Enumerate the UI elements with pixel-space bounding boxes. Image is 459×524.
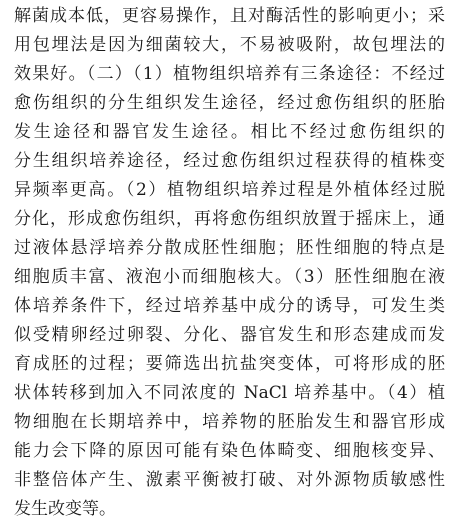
text-line: 分生组织培养途径，经过愈伤组织过程获得的植株变 bbox=[14, 151, 445, 171]
text-line: 发生途径和器官发生途径。相比不经过愈伤组织的 bbox=[14, 122, 445, 142]
text-line: 似受精卵经过卵裂、分化、器官发生和形态建成而发 bbox=[14, 325, 445, 345]
text-line: 效果好。（二）（1）植物组织培养有三条途径：不经过 bbox=[14, 64, 445, 84]
text-line: 物细胞在长期培养中，培养物的胚胎发生和器官形成 bbox=[14, 412, 445, 432]
text-line: 细胞质丰富、液泡小而细胞核大。（3）胚性细胞在液 bbox=[14, 267, 445, 287]
text-line: 异频率更高。（2）植物组织培养过程是外植体经过脱 bbox=[14, 180, 445, 200]
text-line: 用包埋法是因为细菌较大，不易被吸附，故包埋法的 bbox=[14, 35, 445, 55]
text-line: 非整倍体产生、激素平衡被打破、对外源物质敏感性 bbox=[14, 470, 445, 490]
text-line: 发生改变等。 bbox=[14, 499, 116, 519]
text-line: 能力会下降的原因可能有染色体畸变、细胞核变异、 bbox=[14, 441, 445, 461]
text-line: 分化，形成愈伤组织，再将愈伤组织放置于摇床上，通 bbox=[14, 209, 445, 229]
text-line: 状体转移到加入不同浓度的 NaCl 培养基中。（4）植 bbox=[14, 383, 445, 403]
text-line: 愈伤组织的分生组织发生途径，经过愈伤组织的胚胎 bbox=[14, 93, 445, 113]
text-line: 过液体悬浮培养分散成胚性细胞；胚性细胞的特点是 bbox=[14, 238, 445, 258]
text-line: 育成胚的过程；要筛选出抗盐突变体，可将形成的胚 bbox=[14, 354, 445, 374]
text-line: 解菌成本低，更容易操作，且对酶活性的影响更小；采 bbox=[14, 6, 445, 26]
text-line: 体培养条件下，经过培养基中成分的诱导，可发生类 bbox=[14, 296, 445, 316]
